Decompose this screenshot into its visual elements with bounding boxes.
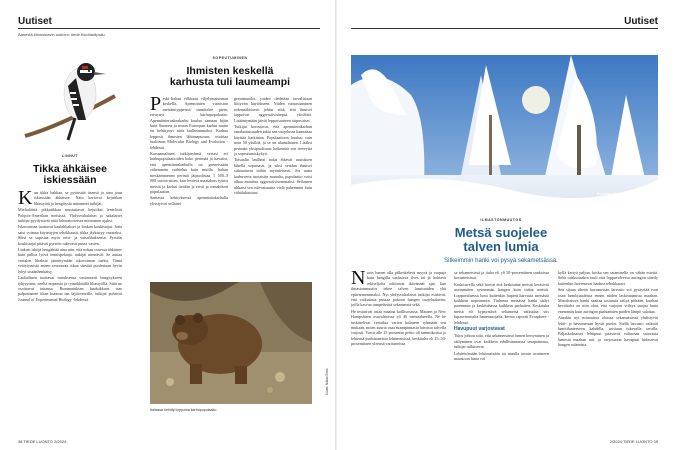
article-body-col3: [558, 270, 658, 432]
header-rule: [18, 28, 320, 29]
photo-caption: Puuston suojelee lumen kerrymistä ja suluneiksi maanpinnalla.: [597, 192, 639, 204]
paragraph: Samassa kehityksessä apenniininkarhulla yleistyivät sellaiset: [150, 195, 228, 206]
paragraph: orin lumen alla pilkeskelevä myyrä ja varpuja kuin hangilla saalistava ilves tai jä hohtavä rekiseljoita odottavat ikävännät ajat, kun ilmastonmuutos tekee talven lumisuuden yhä epävarmemmaksi. Nyt yhdysvaltalaiset tutkijat esittävät, että vaikutusta puutaa pakoon hangen suojelualueita, joilla kasvaa tumpeiteittä sekametsiä sekä.: [351, 270, 446, 308]
paragraph: sa sekametsissä ja tiuha eli yli 50-prosenttinen sankoissa havumetsissä.: [454, 270, 549, 281]
section-title: Uutiset: [18, 16, 52, 27]
section-title: Uutiset: [624, 16, 658, 27]
section-subtitle: Äänestä kiinnostavin uutinen: tiede.fi/uutiskilpailu: [18, 32, 105, 37]
paragraph: He testasivat asiaa maaina koillisosassa, Mainen ja New Hampshiren osavaltioissa yli 40 metsäalueella. Ne he tuskittelivat vertailua varten kolmeen ryhmään sen mukaan, miten suurta osaa maanpinnasta latvusto talvella varjosti. Varsti alle 25 prosentin peitto oli tammikoissa ja lehtensä pudottaneissa lehtimetsissä, keskituha eli 25–50-prosenttinen yleensä varttuneissa: [351, 308, 446, 347]
photo-caption: Italiassa kehittyi leppoisa karhupopulaatio.: [150, 408, 218, 412]
article-body-col2: [234, 96, 312, 276]
page-folio: 38 TIEDE LUONTO 2/2024: [18, 439, 67, 444]
paragraph: kyllä kertyä paljon, koska sen satamiselle on vähän esteitä. Sekä tuiskuttaakin tuuli että loppuvalvessa auringon säteily kuitenkin huventavat hankea tehokkaasti.: [558, 270, 658, 286]
paragraph: eski-Italian vilkkaan viljelymaiseman keskellä, Apenniinien vuoriston metsämtyppeissä sinnittelee pieni, eristynyt karhupopulaatio. Apenniininruskeakarhu kuuluu samaan lajiin kuin Suomen ja muun Euroopan karhut mutta on kehittynyt niitä laulheammaksi. Karhua lepposti ihmisten lähinaapuruus, osoittaa tuoltimus Molecular Biology and Evolution -lehdessä.: [150, 96, 228, 150]
paragraph: Keskituvella sekä harvat että keskituhat metsät keräsivät useimmiten syvemmän hangen kuin tiuhat metsät. Loppuvaluessa lumi kuitenkin hupeni harvasta metsästä kaikkein nopeimmin. Tiuhassa metsässä hanki säilyi paremmin ja keskituhassa kaikkein parhaiten. Keskituha metsä eli kypsyntävä sekametsä vaikuttaa siis lupaavimmalta lumensuojalta, kertoo raportti Ecosphere -lehdessä.: [454, 281, 549, 325]
paragraph: Linkusi isköjä hengähtää aina niin, että nokan osuessa ähkäisee kuin palloa lyövä tennispelaaja, tutkijat nimeävät. Se auttaa vartalon lihaksia jännittymään iskuvoiman tueksi. Tämä vetäytymistä ennen seuraavaa iskua säestää puolestaan hyvin lyhyt sisäänhenkäisy.: [18, 247, 122, 274]
paragraph: Sen sijaan tiheän havumetsän latvusto voi pysäyttää ison osan lumihiutaleista ennen niiden laskeutumista maahan. Muodostuva hanki saattaa tosiaasta säilyä pitkään, kunhan kevättalvi on niin ohut, että varjojen viileys suojaa lunta enemmän kuin auringon paahtamien puiden lämpö sulattaa.: [558, 287, 658, 314]
headline-line: talven lumia: [463, 238, 539, 254]
article-headline: [148, 66, 312, 88]
paragraph: Ainakin nyt mitatuissa oloissa sekametsässä yhdistyvät lehti- ja havumetsän hyvät puolet. Siellä latvusto vaikutti lumitilanteeseen kahdella, toisiaan tukevalla tavalla. Paljaskoksaiset lehtipuut päästivät valtaosan satavasta lumesta maahan asti, ja varjostavat havupuut hidastivat hangen sulamista.: [558, 315, 658, 348]
paragraph: Tulos johtuu siitä, että sekametsässä lumen kertyminen ja säilyminen ovat kaikkein edullisimmassa tasapainossa, tutkijat tulkitsevat.: [454, 333, 549, 350]
dropcap: P: [150, 96, 162, 115]
article-body-col2: [454, 270, 549, 432]
article-headline: [18, 164, 122, 186]
paragraph: Karsaamalinen tutkijaryhmä vertasi eri karhupopulaatioiden koko perimää ja havaitsi, että apenniininkarhulla on geeneissään vähemmän vaihtelua kuin muilla. Italian meskämmenen perimä jäipuolistaa 1 500–3 000 vuotta sitten, kun levärvä maatalous työnsi metsiä ja karhut tietilän ja eristi ja romahdutti populaation.: [150, 151, 228, 194]
article-lede: Sitkeimmin hanki voi pysyä sekametsässä.: [444, 258, 558, 264]
page-folio: 2/2024 TIEDE LUONTO 39: [609, 439, 658, 444]
paragraph: Tutkijat korostavat, että apenniininkarhun omalaatuisuuden takia sen suojelussa kannattaa käyttää harkintaa. Populaatioon kuuluu vain noin 50 yksilöä, ja se on uhanalainen. Lisäksi perimän yksipuolisuus heikentää sen terveyttä ja sopeutumiskykyä.: [234, 124, 312, 157]
headline-line: Metsä suojelee: [454, 225, 548, 240]
bear-photo: [150, 282, 312, 404]
paragraph: Laulullinen tuottavat turtuksensa vastaavasti hengitykseen tyhjyyteen, neeltä nopeasta ja rytmikkäällä lihastyöllä. Siitä ne osoittavat taitansa. Rummutuksen laaduikkuus taas palpastamee tikan kunnon tan lajitovereille, tutkijat pohtivat Journal of Experimental Biology -lehdessä.: [18, 275, 122, 302]
article-headline: [397, 226, 605, 253]
dropcap: N: [351, 270, 366, 289]
article-kicker: LINNUT: [61, 154, 79, 158]
paragraph: Mielialäistä pikkutikkaa mustuttavat kejuitkat lentelivät Pohjois-Amerikan metsissä. Yhdysvaltalaiset ja sakalaiset tutkijat pyydystivät niitä laboratorioissa mittausten ajaksi.: [18, 207, 122, 224]
article-body: [18, 190, 122, 430]
paragraph: Iskuvoiman tuottavat kaulalihakset ja lonkan koukistajat. Jotta saisi voimaa käytettyjen tehokkaasti, tikka jäykistyy vasaraksi. Siksi se supistaa myös reisi- ja vatsalihaksensa. Pyrstön koukistajat pitävät pyrstön tukevasti puuta vasten.: [18, 224, 122, 246]
paragraph: geenimuodot, joiden tiedetään tarvalisiaan liittyvän käytökseen. Niiden runsastuminen todennäköisesti johtui siitä, että ihmiset tappoivat aggressiivisimpia yksilöitä. Lisääntymään jäivät leppoisuuteen taipuvaiset.: [234, 96, 312, 123]
article-kicker: ILMASTONMUUTOS: [480, 218, 522, 222]
article-kicker: SOPEUTUMINEN: [212, 56, 248, 60]
right-page: [325, 0, 674, 450]
headline-line: Ihmisten keskellä: [186, 65, 274, 77]
headline-line: iskiessään: [43, 174, 97, 187]
paragraph: Toisaalta laulheat nalat eläävät asutuksen lähellä sopuisasti, ja siksi seudun ihmiset suhtautuvat niihin myönteisesti. Jos uutta karhuverta tuotaisiin muualta, populaatio voisi alkaa muuttua aggressiivisemmaksi. Seilainen uhkaisi sen tulevaisuutta vielä pahemmin kuin vähälukuisuus.: [234, 157, 312, 195]
article-body-col1: [150, 96, 228, 276]
header-rule: [351, 28, 658, 29]
woodpecker-photo: [20, 56, 120, 146]
headline-line: karhusta tuli laumeampi: [169, 76, 291, 89]
subheading: Havupuut varjostavat: [454, 326, 505, 333]
photo-credit: Kuvat: Niklas Eriss: [325, 368, 329, 395]
headline-line: Tikka ähkäisee: [33, 163, 107, 175]
article-body-col1: [351, 270, 446, 432]
paragraph: un tikka hakkaa, se pyöristää itsensä ja aina joun iskiessään ähkäisee. Näin kertovat kejuitkan lihastyötä ja hengitystä mitanneet tutkijat.: [33, 190, 122, 206]
paragraph: Lehdettömään lehtimetsään tai muulla tavoin avoimeen maastoon lunta voi: [454, 350, 549, 362]
dropcap: K: [18, 190, 33, 209]
